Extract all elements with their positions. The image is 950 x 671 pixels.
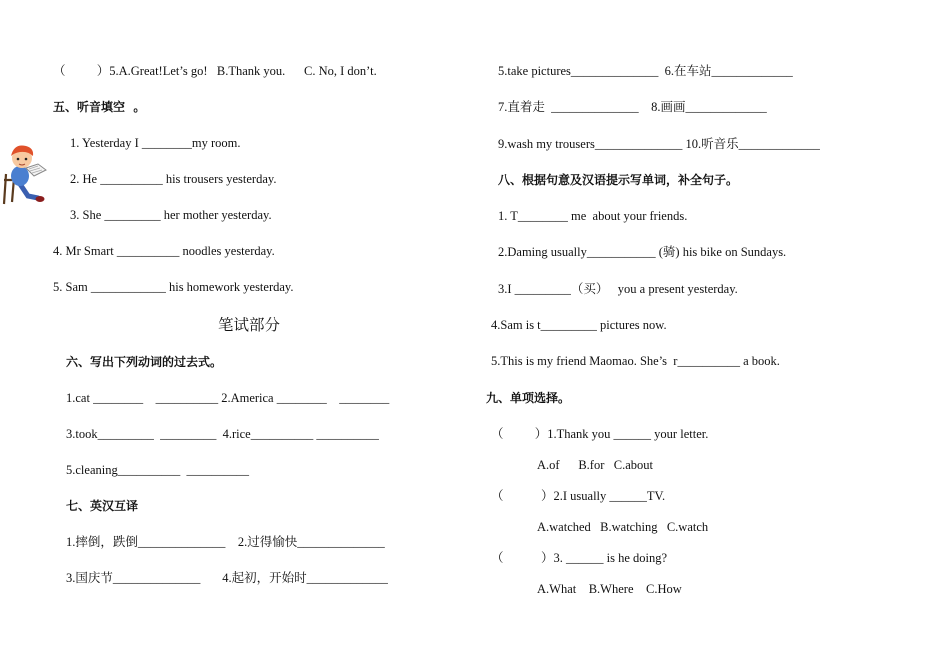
s6-line-2: 3.took_________ _________ 4.rice__________ __________ [66, 427, 379, 441]
section-9-title: 九、单项选择。 [486, 391, 571, 405]
s5-item-4: 4. Mr Smart __________ noodles yesterday. [53, 244, 275, 258]
boy-reading-icon [0, 140, 52, 206]
q4-item-5: （ ）5.A.Great!Let’s go! B.Thank you. C. No, I don’t. [53, 64, 377, 78]
s8-item-3: 3.I _________（买） you a present yesterday. [498, 282, 738, 296]
section-5-title: 五、听音填空 。 [53, 100, 146, 114]
s9-q2: （ ）2.I usually ______TV. [491, 489, 666, 503]
written-part-title: 笔试部分 [218, 316, 281, 334]
section-6-title: 六、写出下列动词的过去式。 [66, 355, 223, 369]
s9-q2-options: A.watched B.watching C.watch [537, 520, 709, 534]
s5-item-5: 5. Sam ____________ his homework yesterday. [53, 280, 294, 294]
s6-line-3: 5.cleaning__________ __________ [66, 463, 249, 477]
s8-item-1: 1. T________ me about your friends. [498, 209, 688, 223]
s9-q3-options: A.What B.Where C.How [537, 582, 682, 596]
s7-line-1: 1.摔倒，跌倒______________ 2.过得愉快______________ [66, 535, 385, 549]
s5-item-3: 3. She _________ her mother yesterday. [70, 208, 272, 222]
section-7-title: 七、英汉互译 [66, 499, 139, 513]
s9-q1-options: A.of B.for C.about [537, 458, 653, 472]
s8-item-5: 5.This is my friend Maomao. She’s r__________ a book. [491, 354, 780, 368]
s8-item-4: 4.Sam is t_________ pictures now. [491, 318, 667, 332]
s7-line-4: 7.直着走 ______________ 8.画画_____________ [498, 100, 767, 114]
s7-line-2: 3.国庆节______________ 4.起初，开始时_____________ [66, 571, 388, 585]
s6-line-1: 1.cat ________ __________ 2.America ________ ________ [66, 391, 390, 405]
s7-line-5: 9.wash my trousers______________ 10.听音乐_____________ [498, 137, 820, 151]
s9-q3: （ ）3. ______ is he doing? [491, 551, 668, 565]
s8-item-2: 2.Daming usually___________ (骑) his bike on Sundays. [498, 245, 787, 259]
s5-item-1: 1. Yesterday I ________my room. [70, 136, 241, 150]
section-8-title: 八、根据句意及汉语提示写单词，补全句子。 [498, 173, 739, 187]
s7-line-3: 5.take pictures______________ 6.在车站_____________ [498, 64, 793, 78]
s5-item-2: 2. He __________ his trousers yesterday. [70, 172, 277, 186]
s9-q1: （ ）1.Thank you ______ your letter. [491, 427, 709, 441]
